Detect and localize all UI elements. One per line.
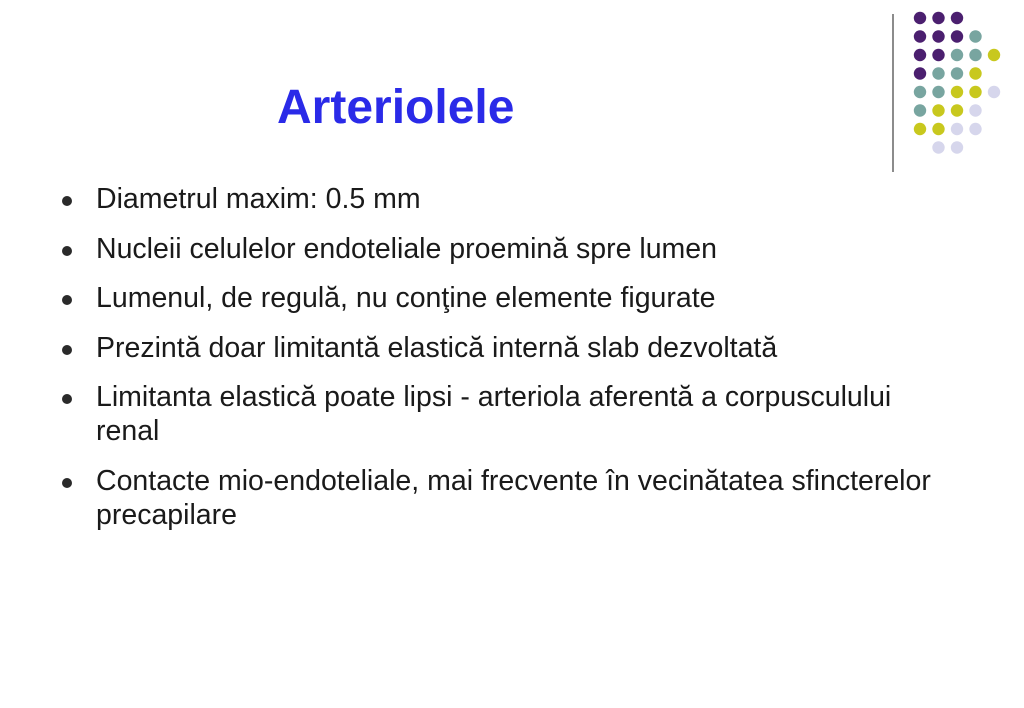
bullet-item	[62, 232, 962, 266]
decorative-dot	[932, 104, 944, 116]
title-divider-line	[892, 14, 894, 172]
bullet-list	[62, 182, 962, 547]
slide-title: Arteriolele	[277, 81, 515, 134]
decorative-dot	[932, 67, 944, 79]
decorative-dot	[969, 49, 981, 61]
decorative-dot	[914, 67, 926, 79]
bullet-text: Contacte mio-endoteliale, mai frecvente în vecinătatea sfincterelor precapilare	[96, 464, 931, 531]
decorative-dot	[951, 12, 963, 24]
bullet-dot-icon	[62, 246, 72, 256]
decorative-dot	[988, 86, 1000, 98]
bullet-item	[62, 464, 962, 532]
bullet-dot-icon	[62, 196, 72, 206]
decorative-dot	[951, 49, 963, 61]
decorative-dot	[914, 49, 926, 61]
decorative-dot	[951, 141, 963, 153]
decorative-dot	[932, 49, 944, 61]
decorative-dot	[969, 86, 981, 98]
decorative-dot	[951, 30, 963, 42]
bullet-item	[62, 281, 962, 315]
decorative-dot	[969, 123, 981, 135]
decorative-dot	[914, 86, 926, 98]
decorative-dot	[914, 104, 926, 116]
decorative-dot	[951, 67, 963, 79]
bullet-text: Prezintă doar limitantă elastică internă slab dezvoltată	[96, 331, 778, 364]
bullet-dot-icon	[62, 478, 72, 488]
decorative-dot	[914, 123, 926, 135]
decorative-dot	[914, 30, 926, 42]
decorative-dot	[932, 86, 944, 98]
decorative-dot	[969, 30, 981, 42]
decorative-dot	[932, 141, 944, 153]
decorative-dot	[932, 12, 944, 24]
bullet-text: Diametrul maxim: 0.5 mm	[96, 183, 421, 215]
decorative-dot	[914, 12, 926, 24]
bullet-text: Limitanta elastică poate lipsi - arteriola aferentă a corpusculului renal	[96, 381, 892, 447]
bullet-dot-icon	[62, 394, 72, 404]
bullet-text: Lumenul, de regulă, nu conţine elemente figurate	[96, 282, 716, 314]
bullet-item	[62, 182, 962, 216]
decorative-dot	[951, 123, 963, 135]
decorative-dot	[969, 104, 981, 116]
bullet-item	[62, 331, 962, 365]
decorative-dot	[932, 30, 944, 42]
bullet-dot-icon	[62, 295, 72, 305]
bullet-text: Nucleii celulelor endoteliale proemină spre lumen	[96, 232, 718, 265]
decorative-dot	[932, 123, 944, 135]
decorative-dot	[951, 104, 963, 116]
decorative-dot	[988, 49, 1000, 61]
bullet-item	[62, 380, 962, 448]
decorative-dot	[951, 86, 963, 98]
decorative-dot	[969, 67, 981, 79]
bullet-dot-icon	[62, 345, 72, 355]
